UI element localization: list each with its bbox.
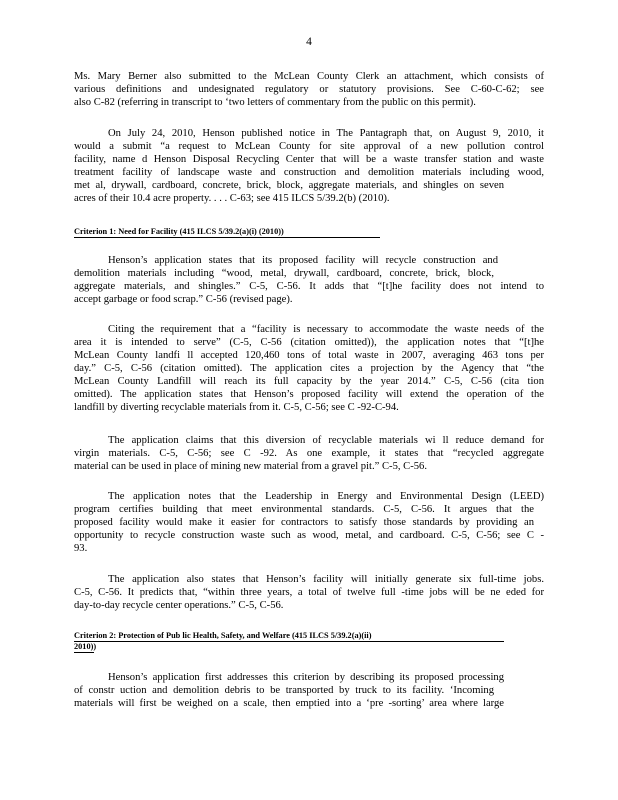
criterion-1-heading	[74, 227, 380, 238]
text-line: Ms. Mary Berner also submitted to the McLean County Clerk an attachment, which consists of	[74, 71, 544, 82]
text-line: proposed facility would make it easier for contractors to satisfy those standards by providing an	[74, 517, 534, 528]
text-line: met al, drywall, cardboard, concrete, brick, block, aggregate materials, and shingles on seven	[74, 180, 504, 191]
text-line: of constr uction and demolition debris to be transported by truck to its facility. ‘Incoming	[74, 685, 494, 696]
text-line: facility, name d Henson Disposal Recycling Center that will be a waste transfer station and waste	[74, 154, 544, 165]
text-line: also C-82 (referring in transcript to ‘two letters of commentary from the public on this permit).	[74, 97, 476, 108]
paragraph-application-recycle	[74, 254, 544, 306]
text-line: Citing the requirement that a “facility is necessary to accommodate the waste needs of the	[108, 324, 544, 335]
paragraph-need-citation	[74, 323, 544, 414]
text-line: McLean County Landfill will reach its full capacity by the year 2014.” C-5, C-56 (cita tion	[74, 376, 544, 387]
text-line: various definitions and undesignated regulatory or statutory provisions. See C-60-C-62; see	[74, 84, 544, 95]
text-line: aggregate materials, and shingles.” C-5, C-56. It adds that “[t]he facility does not intend to	[74, 281, 544, 292]
paragraph-jobs	[74, 573, 544, 612]
text-line: treatment facility of landscape waste and construction and demolition materials including wood,	[74, 167, 544, 178]
text-line: material can be used in place of mining new material from a gravel pit.” C-5, C-56.	[74, 461, 428, 472]
paragraph-public-notice	[74, 127, 544, 205]
paragraph-virgin-materials	[74, 434, 544, 473]
page-number: 4	[306, 36, 312, 48]
paragraph-processing	[74, 671, 544, 710]
text-line: area it is intended to serve” (C-5, C-56 (citation omitted)), the application notes that “[t]he	[74, 337, 544, 348]
text-line: landfill by diverting recyclable materials from it. C-5, C-56; see C -92-C-94.	[74, 402, 399, 413]
text-line: demolition materials including “wood, metal, drywall, cardboard, concrete, brick, block,	[74, 268, 494, 279]
text-line: The application notes that the Leadership in Energy and Environmental Design (LEED)	[108, 491, 544, 502]
text-line: day-to-day recycle center operations.” C-5, C-56.	[74, 600, 284, 611]
text-line: On July 24, 2010, Henson published notice in The Pantagraph that, on August 9, 2010, it	[108, 128, 544, 139]
text-line: accept garbage or food scrap.” C-56 (revised page).	[74, 294, 293, 305]
text-line: virgin materials. C-5, C-56; see C -92. As one example, it states that “recycled aggregate	[74, 448, 544, 459]
text-line: day.” C-5, C-56 (citation omitted). The application cites a projection by the Agency that “the	[74, 363, 544, 374]
text-line: Henson’s application first addresses this criterion by describing its proposed processing	[108, 672, 504, 683]
text-line: The application claims that this diversion of recyclable materials wi ll reduce demand for	[108, 435, 544, 446]
text-line: McLean County landfi ll accepted 120,460 tons of total waste in 2007, averaging 463 tons per	[74, 350, 544, 361]
heading-text-continued: 2010))	[74, 642, 97, 651]
heading-text: Criterion 2: Protection of Pub lic Health, Safety, and Welfare (415 ILCS 5/39.2(a)(ii)	[74, 631, 504, 642]
text-line: materials will first be weighed on a scale, then emptied into a ‘pre -sorting’ area where large	[74, 698, 504, 709]
text-line: 93.	[74, 543, 88, 554]
text-line: C-5, C-56. It predicts that, “within three years, a total of twelve full -time jobs will be ne eded for	[74, 587, 544, 598]
criterion-2-heading	[74, 631, 504, 653]
text-line: Henson’s application states that its proposed facility will recycle construction and	[108, 255, 498, 266]
text-line: omitted). The application states that Henson’s proposed facility will extend the operation of the	[74, 389, 544, 400]
text-line: acres of their 10.4 acre property. . . . C-63; see 415 ILCS 5/39.2(b) (2010).	[74, 193, 390, 204]
text-line: would a submit “a request to McLean County for site approval of a new pollution control	[74, 141, 544, 152]
paragraph-leed	[74, 490, 544, 555]
text-line: The application also states that Henson’s facility will initially generate six full-time jobs.	[108, 574, 544, 585]
text-line: program certifies building that meet environmental standards. C-5, C-56. It argues that the	[74, 504, 534, 515]
heading-text: Criterion 1: Need for Facility (415 ILCS 5/39.2(a)(i) (2010))	[74, 227, 380, 238]
paragraph-berner-submission	[74, 70, 544, 109]
text-line: opportunity to recycle construction waste such as wood, metal, and cardboard. C-5, C-56; see C -	[74, 530, 544, 541]
